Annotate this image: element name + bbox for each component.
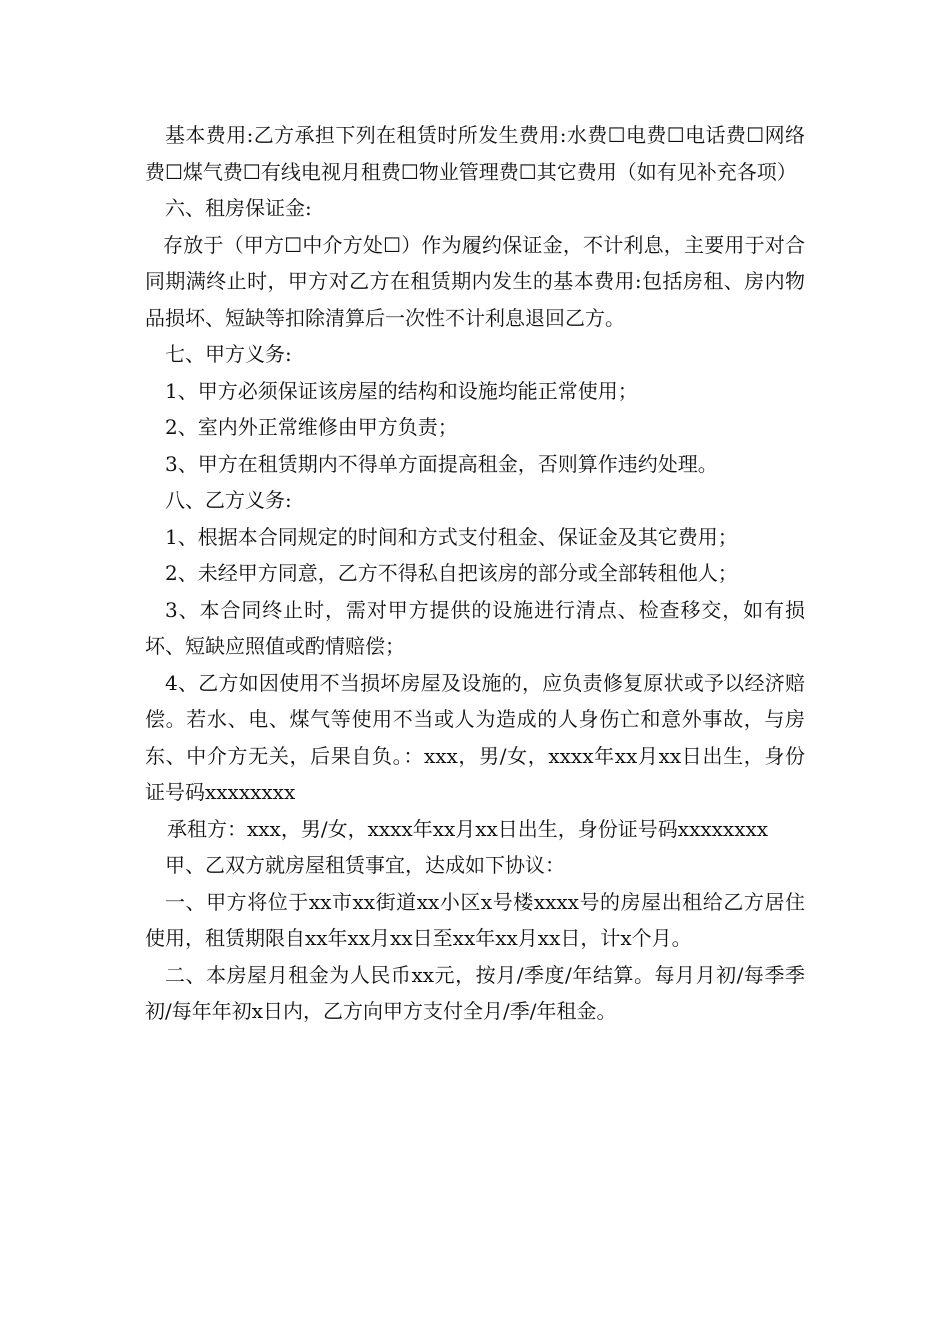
heading-party-a-obligations: 七、甲方义务: (165, 342, 292, 366)
party-a-obligation-1: 1、甲方必须保证该房屋的结构和设施均能正常使用； (165, 378, 638, 403)
paragraph-deposit-terms: 存放于（甲方☐中介方处☐）作为履约保证金，不计利息，主要用于对合同期满终止时，甲方对乙方在租赁期内发生的基本费用:包括房租、房内物品损坏、短缺等扣除清算后一次性不计利息退回乙方。 (145, 232, 805, 330)
document-page (145, 117, 805, 1030)
party-b-obligation-1: 1、根据本合同规定的时间和方式支付租金、保证金及其它费用； (165, 524, 738, 549)
clause-2-rent: 二、本房屋月租金为人民币xx元，按月/季度/年结算。每月月初/每季季初/每年年初x日内，乙方向甲方支付全月/季/年租金。 (145, 962, 805, 1023)
paragraph-basic-fees: 基本费用:乙方承担下列在租赁时所发生费用:水费☐电费☐电话费☐网络费☐煤气费☐有线电视月租费☐物业管理费☐其它费用（如有见补充各项） (145, 123, 805, 184)
paragraph-lessee-info: 承租方：xxx，男/女，xxxx年xx月xx日出生，身份证号码xxxxxxxx (167, 816, 769, 841)
party-b-obligation-4: 4、乙方如因使用不当损坏房屋及设施的，应负责修复原状或予以经济赔偿。若水、电、煤气等使用不当或人为造成的人身伤亡和意外事故，与房东、中介方无关，后果自负。：xxx，男/女，xxxx年xx月xx日出生，身份证号码xxxxxxxx (145, 670, 805, 804)
paragraph-agreement-intro: 甲、乙双方就房屋租赁事宜，达成如下协议： (165, 853, 565, 877)
party-b-obligation-2: 2、未经甲方同意，乙方不得私自把该房的部分或全部转租他人； (165, 561, 738, 585)
heading-deposit: 六、租房保证金: (165, 196, 312, 220)
party-b-obligation-3: 3、本合同终止时，需对甲方提供的设施进行清点、检查移交，如有损坏、短缺应照值或酌情赔偿； (145, 597, 805, 658)
clause-1-property-term: 一、甲方将位于xx市xx街道xx小区x号楼xxxx号的房屋出租给乙方居住使用，租赁期限自xx年xx月xx日至xx年xx月xx日，计x个月。 (145, 889, 805, 950)
party-a-obligation-2: 2、室内外正常维修由甲方负责； (165, 415, 458, 439)
party-a-obligation-3: 3、甲方在租赁期内不得单方面提高租金，否则算作违约处理。 (165, 451, 718, 476)
heading-party-b-obligations: 八、乙方义务: (165, 488, 292, 512)
